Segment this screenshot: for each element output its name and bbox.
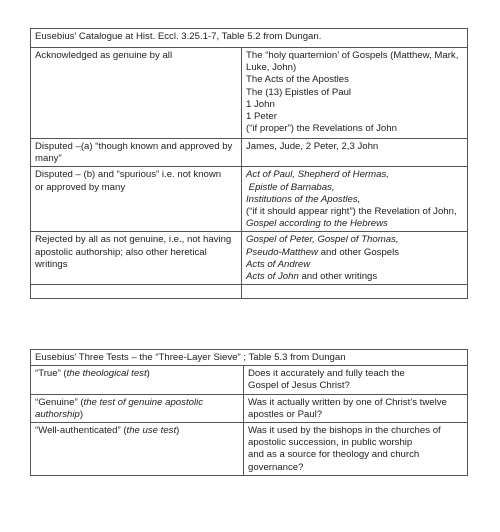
book-line — [246, 194, 463, 206]
question-line: Was it actually written by one of Christ’s twelve — [248, 396, 447, 408]
book-note: and other writings — [298, 271, 378, 283]
empty-row — [31, 285, 468, 299]
book-title: Institutions of the Apostles, — [246, 193, 361, 205]
question-line: and as a source for theology and church — [248, 449, 420, 461]
test-name — [35, 409, 239, 421]
book-title: Act of Paul, Shepherd of Hermas, — [246, 169, 389, 181]
books-cell — [242, 48, 468, 139]
book-line — [246, 247, 463, 259]
test-label: “True” ( — [35, 368, 67, 380]
table-row — [31, 366, 468, 394]
book-line: 1 John — [246, 98, 275, 110]
category-text: Disputed – (b) and “spurious” i.e. not known — [35, 169, 222, 181]
category-text: Disputed –(a) “though known and approved by — [35, 141, 233, 152]
catalogue-caption: Eusebius’ Catalogue at Hist. Eccl. 3.25.1-7, Table 5.2 from Dungan. — [31, 29, 468, 48]
books-cell — [242, 139, 468, 167]
book-title: Acts of John — [246, 271, 299, 283]
question-line: governance? — [248, 461, 304, 473]
book-line: 1 Peter — [246, 111, 277, 123]
table-row — [31, 48, 468, 139]
three-tests-caption: Eusebius’ Three Tests – the “Three-Layer Sieve” ; Table 5.3 from Dungan — [31, 350, 468, 366]
table-row — [31, 423, 468, 476]
test-cell — [31, 366, 244, 394]
book-title: Gospel according to the Hebrews — [246, 218, 388, 230]
table-row — [31, 139, 468, 167]
table-caption-row — [31, 29, 468, 48]
category-text: or approved by many — [35, 181, 126, 193]
test-label: “Genuine” ( — [35, 396, 84, 408]
question-line: apostolic succession, in public worship — [248, 437, 413, 449]
question-line: apostles or Paul? — [248, 408, 323, 420]
table-row — [31, 232, 468, 285]
book-line — [246, 259, 463, 271]
question-line: Gospel of Jesus Christ? — [248, 380, 350, 392]
book-line: Luke, John) — [246, 62, 297, 74]
test-cell — [31, 423, 244, 476]
category-cell — [31, 48, 242, 139]
test-label: “Well-authenticated” ( — [35, 425, 127, 437]
test-description: the theological test — [66, 368, 147, 380]
test-description: the test of genuine apostolic — [83, 396, 204, 408]
table-row — [31, 394, 468, 422]
category-cell — [31, 139, 242, 167]
category-text: many” — [35, 153, 62, 165]
test-close: ) — [146, 368, 150, 380]
book-line: The (13) Epistles of Paul — [246, 86, 352, 98]
book-line: James, Jude, 2 Peter, 2,3 John — [246, 141, 379, 152]
test-cell — [31, 394, 244, 422]
question-cell — [244, 366, 468, 394]
book-title: Pseudo-Matthew — [246, 246, 318, 258]
book-line — [246, 271, 463, 283]
catalogue-table — [30, 28, 468, 299]
book-line: The Acts of the Apostles — [246, 74, 349, 86]
book-line — [246, 182, 463, 194]
table-row — [31, 167, 468, 232]
question-line: Was it used by the bishops in the churches of — [248, 425, 441, 437]
test-name — [35, 397, 239, 409]
test-close: ) — [176, 425, 180, 437]
category-cell — [31, 232, 242, 285]
book-title: Gospel of Peter, Gospel of Thomas, — [246, 234, 399, 246]
test-name — [35, 425, 239, 437]
category-text: apostolic authorship; also other heretical — [35, 246, 207, 258]
book-line: (“if it should appear right”) the Revelation of John, — [246, 206, 457, 218]
test-close: ) — [79, 408, 84, 420]
category-text: Acknowledged as genuine by all — [35, 50, 173, 61]
books-cell — [242, 167, 468, 232]
three-tests-table — [30, 349, 468, 476]
question-line: Does it accurately and fully teach the — [248, 368, 405, 380]
test-description: the use test — [126, 425, 177, 437]
book-note: and other Gospels — [318, 246, 400, 258]
question-cell — [244, 394, 468, 422]
book-line — [246, 218, 463, 230]
book-title: Epistle of Barnabas, — [248, 181, 335, 193]
category-text: Rejected by all as not genuine, i.e., not having — [35, 234, 232, 246]
book-line — [246, 234, 463, 246]
test-name — [35, 368, 239, 380]
empty-cell — [31, 285, 242, 299]
table-caption-row — [31, 350, 468, 366]
book-title: Acts of Andrew — [246, 258, 311, 270]
question-cell — [244, 423, 468, 476]
test-description: authorship — [35, 408, 80, 420]
books-cell — [242, 232, 468, 285]
book-line: The “holy quarternion’ of Gospels (Matthew, Mark, — [246, 50, 459, 61]
book-line — [246, 169, 463, 181]
book-line: (“if proper”) the Revelations of John — [246, 123, 397, 135]
category-cell — [31, 167, 242, 232]
category-text: writings — [35, 258, 68, 270]
empty-cell — [242, 285, 468, 299]
